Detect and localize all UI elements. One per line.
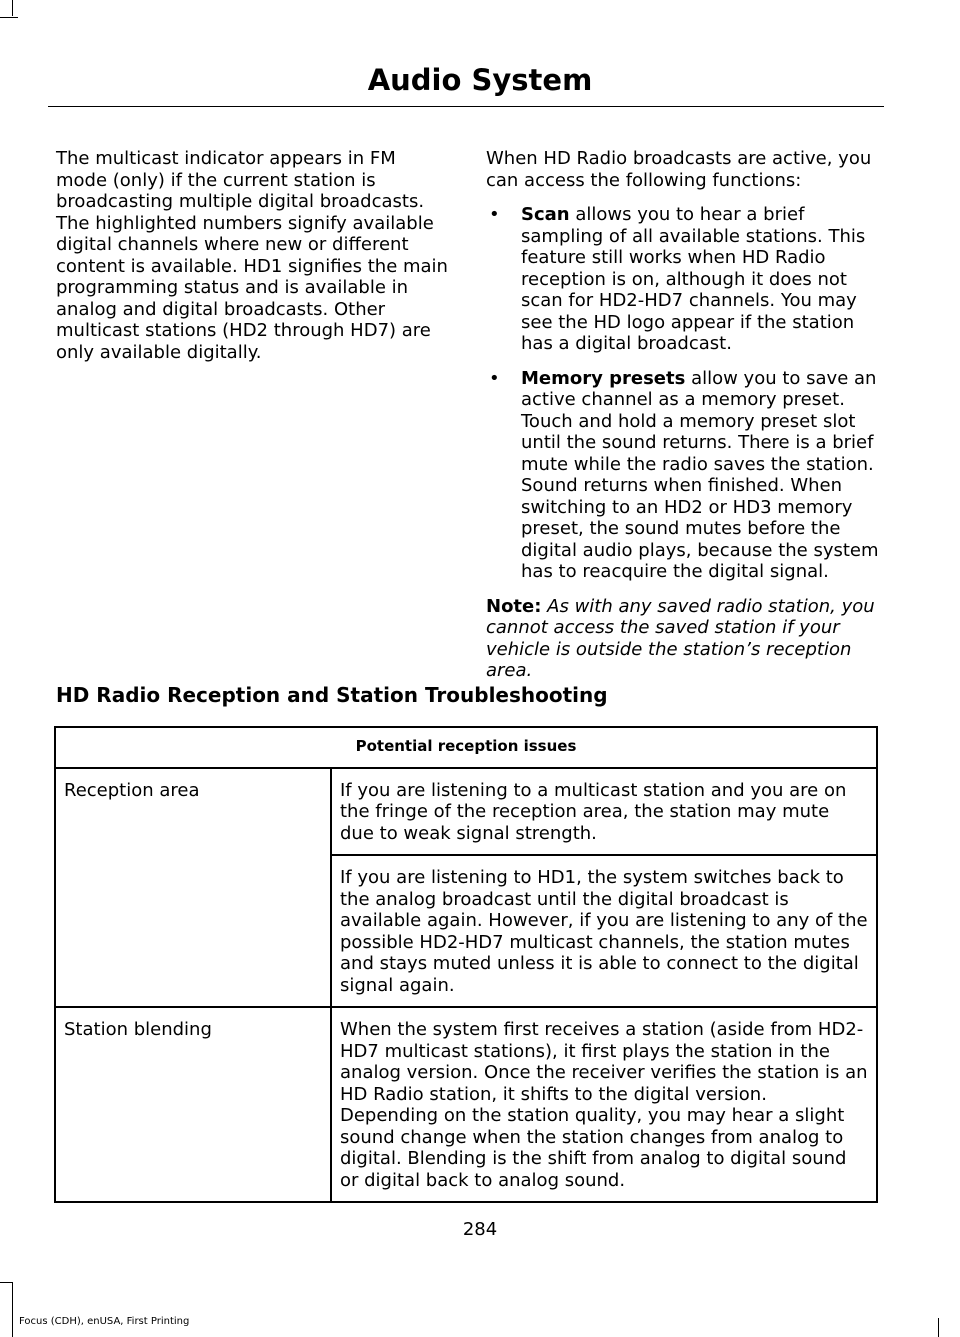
list-item: [486, 368, 882, 583]
table-cell-description: If you are listening to HD1, the system switches back to the analog broadcast until the digital broadcast is available again. However, if you are listening to any of the possible HD2-HD7 multicast channels, the station mutes and stays muted unless it is able to connect to the digital signal again.: [331, 855, 877, 1007]
table-cell-issue: Reception area: [55, 768, 331, 1008]
left-column: [56, 148, 450, 376]
note-label: Note:: [486, 595, 542, 617]
bullet-text: allow you to save an active channel as a memory preset. Touch and hold a memory preset slot until the sound returns. There is a brief mute while the radio saves the station. Sound returns when finished. When switching to an HD2 or HD3 memory preset, the sound mutes before the digital audio plays, because the system has to reacquire the digital signal.: [521, 367, 879, 582]
table-caption: Potential reception issues: [55, 727, 877, 768]
table-row: [55, 1007, 877, 1202]
bullet-text: allows you to hear a brief sampling of all available stations. This feature still works when HD Radio reception is on, although it does not scan for HD2-HD7 channels. You may see the HD logo appear if the station has a digital broadcast.: [521, 204, 866, 354]
crop-mark-bottom-left: [0, 1282, 13, 1283]
table-cell-description: When the system first receives a station (aside from HD2-HD7 multicast stations), it first plays the station in the analog version. Once the receiver verifies the station is an HD Radio station, it shifts to the digital version. Depending on the station quality, you may hear a slight sound change when the station changes from analog to digital. Blending is the shift from analog to digital sound or digital back to analog sound.: [331, 1007, 877, 1202]
function-list: [486, 204, 882, 583]
bullet-term: Memory presets: [521, 367, 686, 389]
section-heading: HD Radio Reception and Station Troubleshooting: [56, 683, 608, 707]
list-item: [486, 204, 882, 355]
edition-footer: Focus (CDH), enUSA, First Printing: [19, 1316, 190, 1327]
table-row: [55, 768, 877, 856]
header-rule: [48, 106, 884, 107]
multicast-paragraph: The multicast indicator appears in FM mode (only) if the current station is broadcasting multiple digital broadcasts. The highlighted numbers signify available digital channels where new or different content is available. HD1 signifies the main programming status and is available in analog and digital broadcasts. Other multicast stations (HD2 through HD7) are only available digitally.: [56, 148, 448, 363]
table-header-row: [55, 727, 877, 768]
crop-mark-top-left: [12, 0, 13, 16]
crop-mark-top-left: [0, 17, 18, 18]
crop-mark-bottom-right: [938, 1318, 939, 1337]
bullet-marker: •: [489, 204, 500, 225]
page-number: 284: [462, 1219, 498, 1240]
bullet-marker: •: [489, 367, 500, 389]
note: [486, 596, 882, 682]
right-column: [486, 148, 882, 695]
crop-mark-bottom-left: [12, 1282, 13, 1337]
bullet-term: Scan: [521, 204, 570, 225]
table-cell-description: If you are listening to a multicast station and you are on the fringe of the reception area, the station may mute due to weak signal strength.: [331, 768, 877, 856]
page-title: Audio System: [367, 63, 593, 97]
intro-paragraph: When HD Radio broadcasts are active, you can access the following functions:: [486, 148, 872, 191]
reception-issues-table: [54, 726, 878, 1203]
note-text: As with any saved radio station, you cannot access the saved station if your vehicle is outside the station’s reception area.: [486, 595, 875, 681]
table-cell-issue: Station blending: [55, 1007, 331, 1202]
